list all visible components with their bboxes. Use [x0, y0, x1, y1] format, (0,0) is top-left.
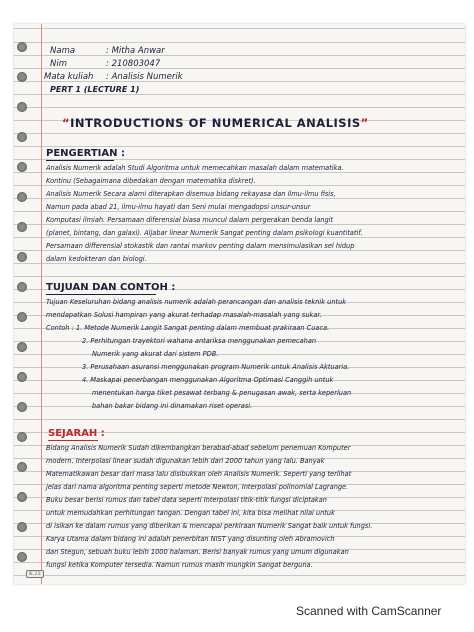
sejarah-line: di isikan ke dalam rumus yang diberikan & mencapai perkiraan Numerik Sangat baik untuk fungsi. [46, 522, 373, 530]
margin-line [41, 24, 42, 584]
hole-icon [17, 252, 27, 262]
tujuan-line: menentukan harga tiket pesawat terbang & penugasan awak, serta keperluan [92, 389, 352, 397]
tujuan-line: 4. Maskapai penerbangan menggunakan Algoritma Optimasi Canggih untuk [82, 376, 334, 384]
hole-icon [17, 162, 27, 172]
hole-icon [17, 132, 27, 142]
hole-icon [17, 192, 27, 202]
hole-icon [17, 102, 27, 112]
nim-value: : 210803047 [106, 59, 161, 69]
tujuan-line: mendapatkan Solusi hampiran yang akurat terhadap masalah-masalah yang sukar. [46, 311, 322, 319]
page-title [62, 116, 369, 130]
sejarah-line: Bidang Analisis Numerik Sudah dikembangkan berabad-abad sebelum penemuan Komputer [46, 444, 351, 452]
matkul-label: Mata kuliah [44, 72, 94, 82]
sejarah-line: Buku besar berisi rumus dan tabel data seperti Interpolasi titik-titik fungsi diciptakan [46, 496, 327, 504]
hole-icon [17, 522, 27, 532]
close-quote: ” [360, 116, 369, 130]
tujuan-line: bahan bakar bidang ini dinamakan riset operasi. [92, 402, 253, 410]
page-number-badge: K.23 [26, 570, 44, 578]
open-quote: “ [62, 116, 71, 130]
hole-icon [17, 402, 27, 412]
sejarah-line: untuk memudahkan perhitungan tangan. Dengan tabel ini, kita bisa melihat nilai untuk [46, 509, 335, 517]
hole-icon [17, 372, 27, 382]
hole-icon [17, 42, 27, 52]
tujuan-line: Numerik yang akurat dari sistem PDB. [92, 350, 219, 358]
hole-icon [17, 432, 27, 442]
hole-icon [17, 552, 27, 562]
sejarah-line: fungsi ketika Komputer tersedia. Namun rumus masih mungkin Sangat berguna. [46, 561, 313, 569]
scanner-watermark: Scanned with CamScanner [296, 604, 442, 618]
hole-icon [17, 312, 27, 322]
binder-holes [17, 24, 31, 584]
lecture-label: PERT 1 (LECTURE 1) [50, 85, 140, 94]
hole-icon [17, 222, 27, 232]
sejarah-line: Matematikawan besar dari masa lalu disibukkan oleh Analisis Numerik. Seperti yang terlihat [46, 470, 352, 478]
heading-underline [48, 440, 98, 441]
sejarah-line: jelas dari nama algoritma penting seperti metode Newton, Interpolasi polinomial Lagrange. [46, 483, 349, 491]
pengertian-line: dalam kedokteran dan biologi. [46, 255, 147, 263]
notebook-page [14, 24, 465, 584]
hole-icon [17, 342, 27, 352]
pengertian-line: Analisis Numerik adalah Studi Algoritma untuk memecahkan masalah dalam matematika. [46, 164, 344, 172]
pengertian-line: Persamaan differensial stokastik dan rantai markov penting dalam mensimulasikan sel hidup [46, 242, 355, 250]
tujuan-line: Tujuan Keseluruhan bidang analisis numerik adalah perancangan dan analisis teknik untuk [46, 298, 347, 306]
nama-label: Nama [50, 46, 76, 56]
tujuan-line: 3. Perusahaan asuransi menggunakan program Numerik untuk Analisis Aktuaria. [82, 363, 350, 371]
pengertian-line: Namun pada abad 21, ilmu-ilmu hayati dan Seni mulai mengadopsi unsur-unsur [46, 203, 311, 211]
sejarah-line: Karya Utama dalam bidang ini adalah penerbitan NIST yang disunting oleh Abramovich [46, 535, 335, 543]
pengertian-line: Komputasi ilmiah. Persamaan diferensial biasa muncul dalam pergerakan benda langit [46, 216, 334, 224]
nama-value: : Mitha Anwar [106, 46, 165, 56]
tujuan-line: Contoh : 1. Metode Numerik Langit Sangat penting dalam membuat prakiraan Cuaca. [46, 324, 330, 332]
pengertian-line: Analisis Numerik Secara alami diterapkan disemua bidang rekayasa dan ilmu-ilmu fisis, [46, 190, 336, 198]
pengertian-line: (planet, bintang, dan galaxi). Aljabar linear Numerik Sangat penting dalam psikologi kuantitatif. [46, 229, 363, 237]
tujuan-line: 2. Perhitungan trayektori wahana antariksa menggunakan pemecahan [82, 337, 317, 345]
heading-underline [46, 160, 114, 161]
section-heading-tujuan: TUJUAN DAN CONTOH : [46, 282, 176, 293]
matkul-value: : Analisis Numerik [106, 72, 183, 82]
pengertian-line: Kontinu (Sebagaimana dibedakan dengan matematika diskret). [46, 177, 256, 185]
hole-icon [17, 492, 27, 502]
section-heading-sejarah: SEJARAH : [48, 428, 105, 439]
hole-icon [17, 282, 27, 292]
heading-underline [46, 294, 156, 295]
hole-icon [17, 72, 27, 82]
sejarah-line: dan Stegun, sebuah buku lebih 1000 halaman. Berisi banyak rumus yang umum digunakan [46, 548, 349, 556]
nim-label: Nim [50, 59, 67, 69]
sejarah-line: modern. Interpolasi linear sudah digunakan lebih dari 2000 tahun yang lalu. Banyak [46, 457, 325, 465]
title-text: INTRODUCTIONS OF NUMERICAL ANALISIS [70, 116, 361, 130]
hole-icon [17, 462, 27, 472]
section-heading-pengertian: PENGERTIAN : [46, 148, 125, 159]
